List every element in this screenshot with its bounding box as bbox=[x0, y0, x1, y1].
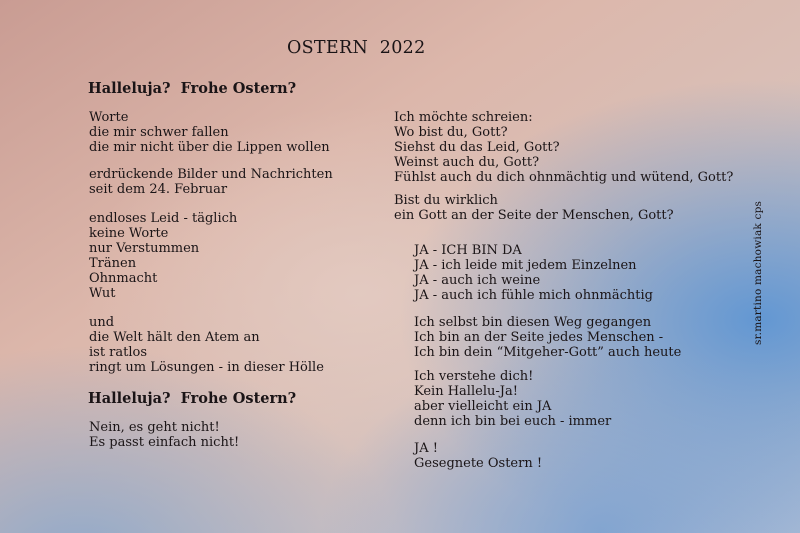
text-line: seit dem 24. Februar bbox=[89, 182, 228, 197]
right-block-2 bbox=[394, 193, 674, 223]
left-block-4 bbox=[89, 315, 324, 375]
text-line: Es passt einfach nicht! bbox=[89, 435, 240, 450]
text-line: Fühlst auch du dich ohnmächtig und wütend, Gott? bbox=[394, 170, 734, 185]
right-block-4 bbox=[414, 315, 681, 360]
text-line: ist ratlos bbox=[89, 345, 148, 360]
text-line: Kein Hallelu-Ja! bbox=[414, 384, 518, 399]
left-heading-1: Halleluja? Frohe Ostern? bbox=[88, 80, 297, 97]
text-line: Ich möchte schreien: bbox=[394, 110, 533, 125]
left-block-2 bbox=[89, 167, 333, 197]
text-line: Wo bist du, Gott? bbox=[394, 125, 508, 140]
right-block-1 bbox=[394, 110, 733, 185]
text-line: Nein, es geht nicht! bbox=[89, 420, 220, 435]
page-title: OSTERN 2022 bbox=[287, 38, 426, 58]
text-line: endloses Leid - täglich bbox=[89, 211, 238, 226]
text-line: Ich bin dein “Mitgeher-Gott” auch heute bbox=[414, 345, 682, 360]
text-line: nur Verstummen bbox=[89, 241, 200, 256]
text-line: JA - auch ich weine bbox=[414, 273, 541, 288]
right-block-6 bbox=[414, 441, 542, 471]
text-line: JA - auch ich fühle mich ohnmächtig bbox=[414, 288, 653, 303]
author-signature: sr.martino machowiak cps bbox=[752, 200, 764, 345]
text-line: Ich selbst bin diesen Weg gegangen bbox=[414, 315, 652, 330]
left-heading-2: Halleluja? Frohe Ostern? bbox=[88, 390, 297, 407]
text-line: Bist du wirklich bbox=[394, 193, 498, 208]
left-block-5 bbox=[89, 420, 239, 450]
text-line: Siehst du das Leid, Gott? bbox=[394, 140, 560, 155]
text-line: Ohnmacht bbox=[89, 271, 158, 286]
text-line: Worte bbox=[89, 110, 129, 125]
text-line: Ich verstehe dich! bbox=[414, 369, 534, 384]
text-line: keine Worte bbox=[89, 226, 169, 241]
text-line: JA ! bbox=[414, 441, 438, 456]
text-line: Tränen bbox=[89, 256, 137, 271]
text-line: JA - ICH BIN DA bbox=[414, 243, 522, 258]
text-line: Gesegnete Ostern ! bbox=[414, 456, 543, 471]
text-line: die mir schwer fallen bbox=[89, 125, 229, 140]
text-line: aber vielleicht ein JA bbox=[414, 399, 552, 414]
text-line: Ich bin an der Seite jedes Menschen - bbox=[414, 330, 664, 345]
text-line: Wut bbox=[89, 286, 116, 301]
right-block-5 bbox=[414, 369, 611, 429]
text-line: Weinst auch du, Gott? bbox=[394, 155, 540, 170]
right-block-3 bbox=[414, 243, 653, 303]
text-line: und bbox=[89, 315, 115, 330]
text-line: die Welt hält den Atem an bbox=[89, 330, 260, 345]
text-line: ein Gott an der Seite der Menschen, Gott? bbox=[394, 208, 674, 223]
left-block-1 bbox=[89, 110, 330, 155]
text-line: die mir nicht über die Lippen wollen bbox=[89, 140, 330, 155]
left-block-3 bbox=[89, 211, 237, 301]
text-line: ringt um Lösungen - in dieser Hölle bbox=[89, 360, 324, 375]
text-line: denn ich bin bei euch - immer bbox=[414, 414, 612, 429]
text-line: erdrückende Bilder und Nachrichten bbox=[89, 167, 333, 182]
text-line: JA - ich leide mit jedem Einzelnen bbox=[414, 258, 637, 273]
